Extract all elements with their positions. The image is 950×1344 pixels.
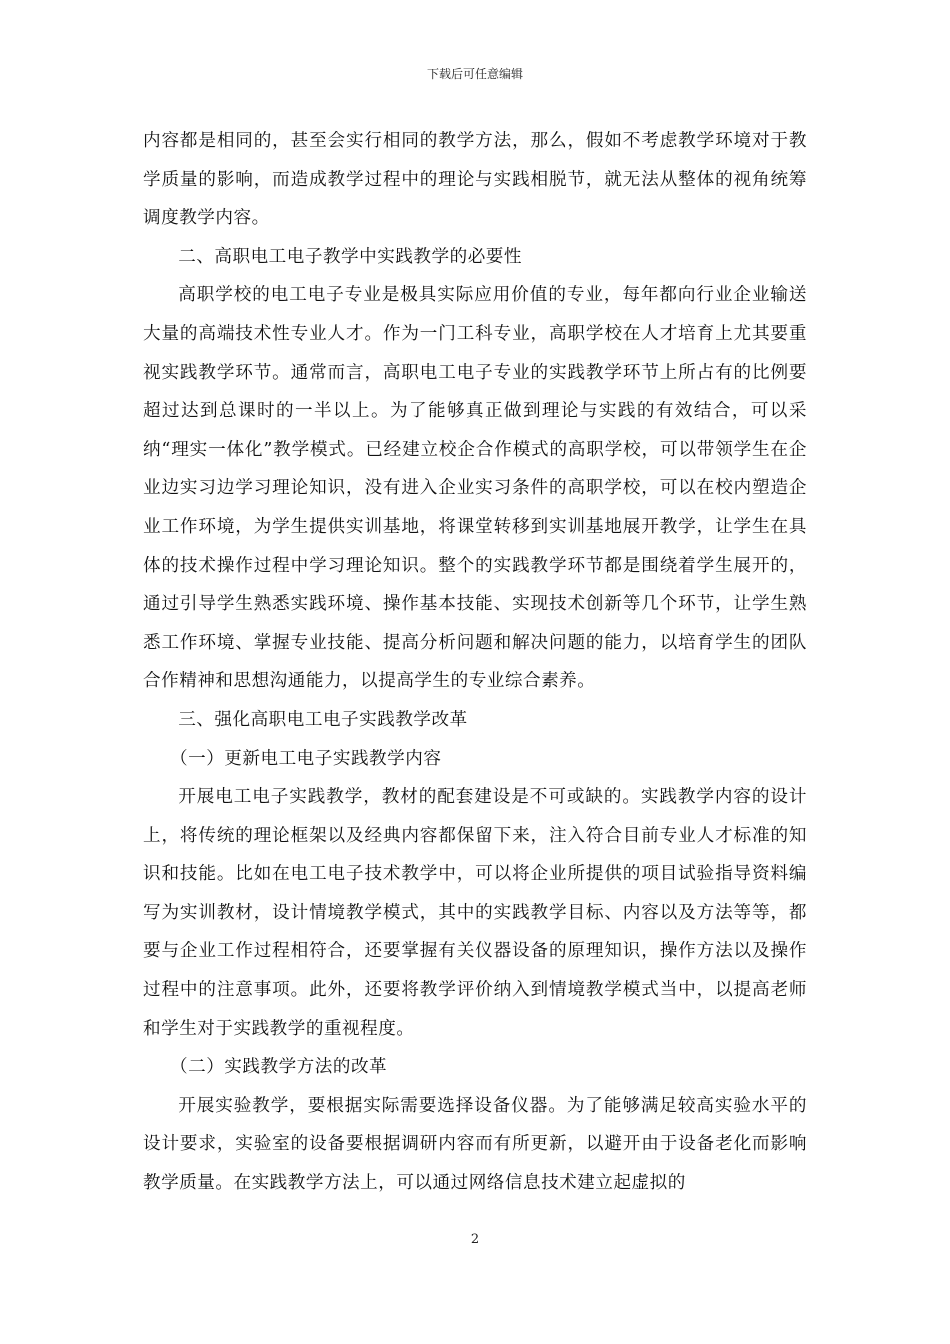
section-heading-2: 二、高职电工电子教学中实践教学的必要性: [178, 246, 522, 267]
paragraph-content-update: 开展电工电子实践教学，教材的配套建设是不可或缺的。实践教学内容的设计上，将传统的理论框架以及经典内容都保留下来，注入符合目前专业人才标准的知识和技能。比如在电工电子技术教学中，可以将企业所提供的项目试验指导资料编写为实训教材，设计情境教学模式，其中的实践教学目标、内容以及方法等等，都要与企业工作过程相符合，还要掌握有关仪器设备的原理知识，操作方法以及操作过程中的注意事项。此外，还要将教学评价纳入到情境教学模式当中，以提高老师和学生对于实践教学的重视程度。: [143, 787, 807, 1039]
paragraph-method-reform: 开展实验教学，要根据实际需要选择设备仪器。为了能够满足较高实验水平的设计要求，实验室的设备要根据调研内容而有所更新，以避开由于设备老化而影响教学质量。在实践教学方法上，可以通过网络信息技术建立起虚拟的: [143, 1095, 807, 1194]
subsection-heading-3-1: （一）更新电工电子实践教学内容: [170, 748, 442, 769]
page-header: 下载后可任意编辑: [426, 67, 523, 81]
paragraph-necessity: 高职学校的电工电子专业是极具实际应用价值的专业，每年都向行业企业输送大量的高端技术性专业人才。作为一门工科专业，高职学校在人才培育上尤其要重视实践教学环节。通常而言，高职电工电子专业的实践教学环节上所占有的比例要超过达到总课时的一半以上。为了能够真正做到理论与实践的有效结合，可以采纳“理实一体化”教学模式。已经建立校企合作模式的高职学校，可以带领学生在企业边实习边学习理论知识，没有进入企业实习条件的高职学校，可以在校内塑造企业工作环境，为学生提供实训基地，将课堂转移到实训基地展开教学，让学生在具体的技术操作过程中学习理论知识。整个的实践教学环节都是围绕着学生展开的，通过引导学生熟悉实践环境、操作基本技能、实现技术创新等几个环节，让学生熟悉工作环境、掌握专业技能、提高分析问题和解决问题的能力，以培育学生的团队合作精神和思想沟通能力，以提高学生的专业综合素养。: [143, 285, 807, 692]
page-number: 2: [470, 1232, 480, 1247]
section-heading-3: 三、强化高职电工电子实践教学改革: [178, 709, 468, 730]
paragraph-continuation: 内容都是相同的，甚至会实行相同的教学方法，那么，假如不考虑教学环境对于教学质量的影响，而造成教学过程中的理论与实践相脱节，就无法从整体的视角统筹调度教学内容。: [143, 131, 807, 229]
document-body: [143, 122, 807, 1203]
subsection-heading-3-2: （二）实践教学方法的改革: [170, 1057, 388, 1078]
